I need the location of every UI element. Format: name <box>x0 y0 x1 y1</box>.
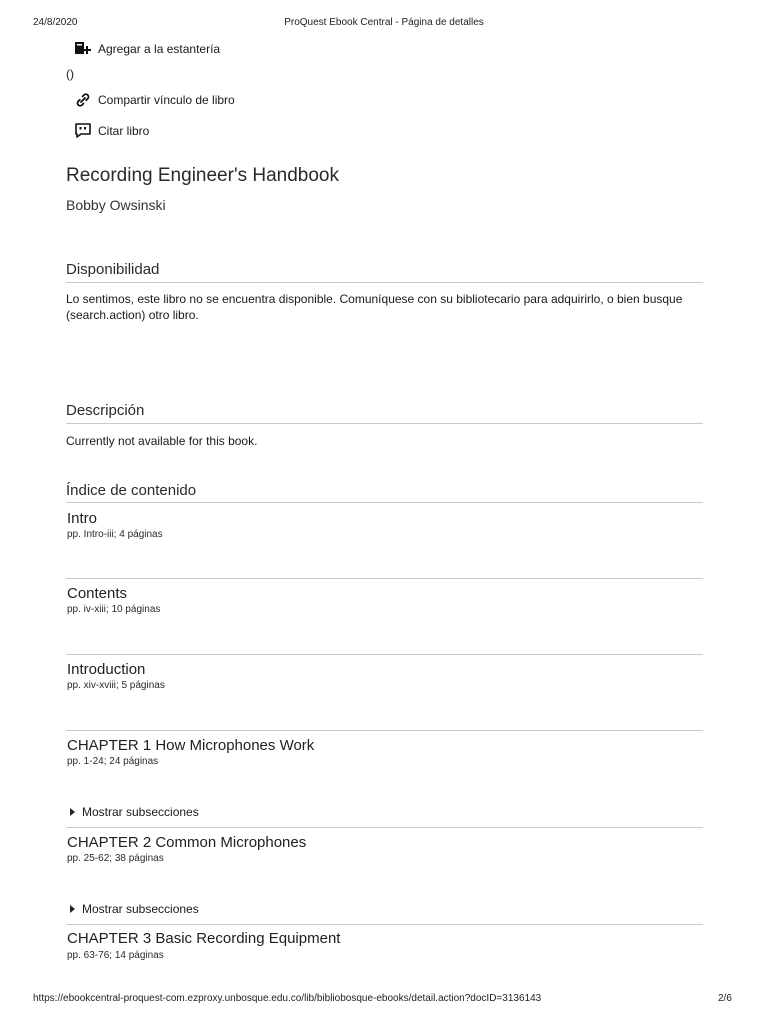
description-divider <box>66 423 703 424</box>
caret-right-icon <box>70 808 75 816</box>
show-subsections-toggle[interactable] <box>70 902 199 916</box>
toc-item-divider <box>66 578 703 579</box>
print-date: 24/8/2020 <box>33 17 78 28</box>
toc-item-title[interactable]: Intro <box>67 510 98 527</box>
description-heading: Descripción <box>66 402 145 419</box>
availability-divider <box>66 282 703 283</box>
share-link-label: Compartir vínculo de libro <box>98 93 235 107</box>
show-subsections-label: Mostrar subsecciones <box>82 902 199 916</box>
link-icon <box>74 92 94 108</box>
shelf-count: () <box>66 67 74 81</box>
toc-item-divider <box>66 654 703 655</box>
toc-item-divider <box>66 730 703 731</box>
print-page-title: ProQuest Ebook Central - Página de detalles <box>284 17 484 28</box>
cite-book-label: Citar libro <box>98 124 150 138</box>
show-subsections-toggle[interactable] <box>70 805 199 819</box>
print-url: https://ebookcentral-proquest-com.ezproxy.unbosque.edu.co/lib/bibliobosque-ebooks/detail.action?docID=3136143 <box>33 993 542 1004</box>
toc-item-title[interactable]: CHAPTER 3 Basic Recording Equipment <box>67 930 341 947</box>
caret-right-icon <box>70 905 75 913</box>
toc-heading: Índice de contenido <box>66 482 197 499</box>
toc-item-pages: pp. Intro-iii; 4 páginas <box>67 529 163 540</box>
toc-item-pages: pp. 25-62; 38 páginas <box>67 853 164 864</box>
toc-item-divider <box>66 924 703 925</box>
toc-item-pages: pp. 63-76; 14 páginas <box>67 950 164 961</box>
toc-item-title[interactable]: CHAPTER 2 Common Microphones <box>67 834 307 851</box>
toc-item-title[interactable]: Contents <box>67 585 128 602</box>
cite-book-action[interactable] <box>74 123 149 139</box>
toc-item-title[interactable]: CHAPTER 1 How Microphones Work <box>67 737 315 754</box>
toc-item-pages: pp. 1-24; 24 páginas <box>67 756 159 767</box>
availability-text: Lo sentimos, este libro no se encuentra disponible. Comuníquese con su bibliotecario para adquirirlo, o bien busque (search.action) otro libro. <box>66 292 683 322</box>
add-to-shelf-icon <box>74 41 94 57</box>
add-to-shelf-action[interactable] <box>74 41 220 57</box>
toc-item-pages: pp. xiv-xviii; 5 páginas <box>67 680 165 691</box>
add-to-shelf-label: Agregar a la estantería <box>98 42 221 56</box>
description-text: Currently not available for this book. <box>66 434 258 448</box>
print-page-number: 2/6 <box>718 993 732 1004</box>
show-subsections-label: Mostrar subsecciones <box>82 805 199 819</box>
quote-icon <box>74 123 94 139</box>
toc-item-divider <box>66 827 703 828</box>
toc-item-title[interactable]: Introduction <box>67 661 146 678</box>
toc-item-pages: pp. iv-xiii; 10 páginas <box>67 604 161 615</box>
book-author[interactable]: Bobby Owsinski <box>66 197 166 213</box>
book-title: Recording Engineer's Handbook <box>66 165 339 186</box>
availability-heading: Disponibilidad <box>66 261 160 278</box>
share-link-action[interactable] <box>74 92 235 108</box>
toc-divider <box>66 502 703 503</box>
